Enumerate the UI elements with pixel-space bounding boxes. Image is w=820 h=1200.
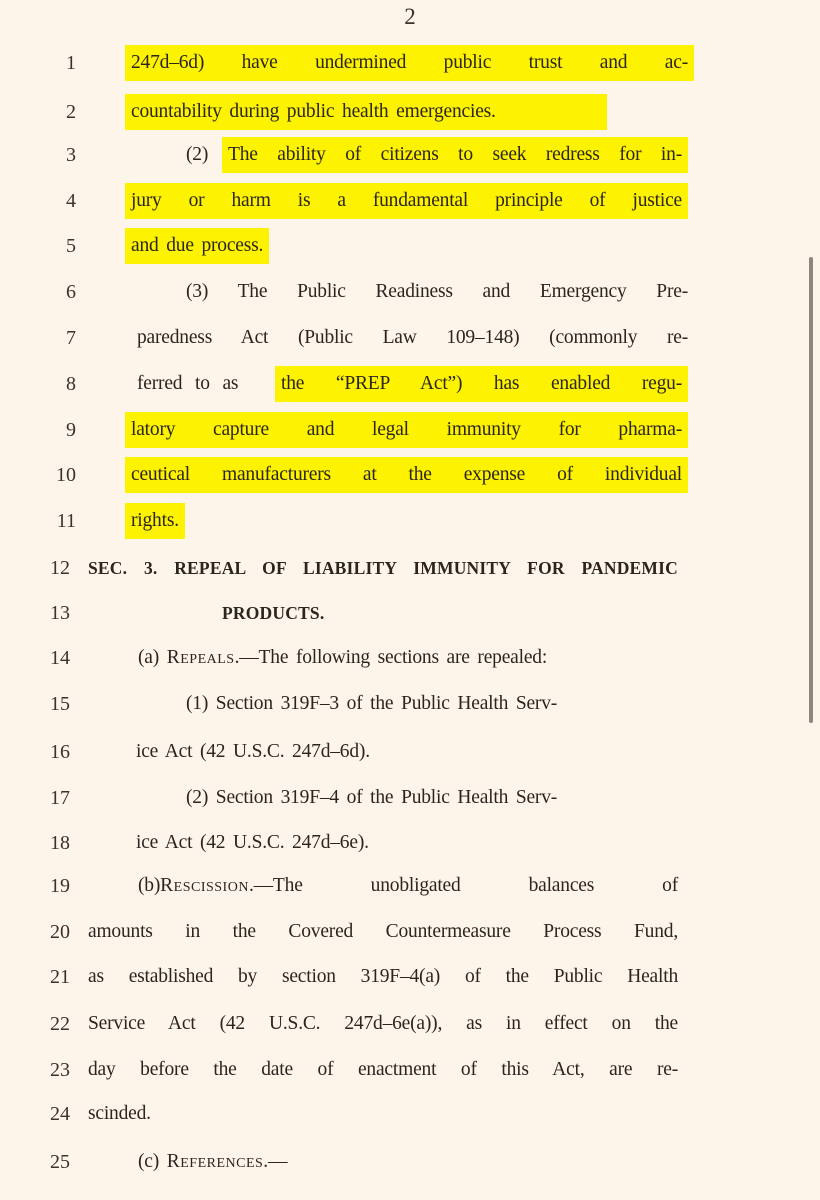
document-line — [0, 1144, 780, 1180]
vertical-scrollbar[interactable] — [809, 257, 813, 723]
line-number: 19 — [50, 875, 70, 897]
line-number: 15 — [50, 693, 70, 715]
document-line — [0, 457, 780, 493]
document-line — [0, 320, 780, 356]
body-text: .— — [263, 1151, 288, 1172]
line-number: 14 — [50, 647, 70, 669]
body-text: (2) Section 319F–4 of the Public Health Serv- — [186, 787, 558, 808]
highlighted-text: The ability of citizens to seek redress for in- — [222, 137, 688, 173]
subsection-marker: (a) — [138, 647, 167, 668]
highlighted-text: the “PREP Act”) has enabled regu- — [275, 366, 688, 402]
document-line — [0, 503, 780, 539]
document-line — [0, 959, 780, 995]
line-number: 18 — [50, 832, 70, 854]
document-line — [0, 686, 780, 722]
line-number: 22 — [50, 1013, 70, 1035]
body-text: ice Act (42 U.S.C. 247d–6d). — [136, 741, 370, 762]
document-line — [0, 412, 780, 448]
document-line — [0, 640, 780, 676]
section-heading-line — [0, 550, 780, 586]
document-line — [0, 868, 780, 904]
highlighted-text: 247d–6d) have undermined public trust and ac- — [125, 45, 694, 81]
document-line — [0, 366, 780, 402]
section-heading: SEC. 3. REPEAL OF LIABILITY IMMUNITY FOR PANDEMIC — [88, 558, 678, 578]
line-number: 8 — [66, 373, 76, 395]
highlighted-text: and due process. — [125, 228, 269, 264]
body-text: scinded. — [88, 1103, 151, 1124]
subsection-title: Rescission — [160, 875, 249, 896]
subsection-text — [138, 868, 678, 904]
subsection-text — [138, 640, 547, 676]
document-line — [0, 914, 780, 950]
document-line — [0, 94, 780, 130]
page-number: 2 — [404, 4, 416, 29]
body-text: ferred to as — [137, 373, 239, 394]
line-number: 23 — [50, 1059, 70, 1081]
line-number: 12 — [50, 557, 70, 579]
body-text: day before the date of enactment of this Act, are re- — [88, 1059, 678, 1080]
subsection-marker: (b) — [138, 875, 161, 896]
document-line — [0, 45, 780, 81]
subsection-marker: (c) — [138, 1151, 167, 1172]
line-number: 4 — [66, 190, 76, 212]
line-number: 21 — [50, 966, 70, 988]
highlighted-text: rights. — [125, 503, 185, 539]
document-line — [0, 825, 780, 861]
document-line — [0, 1096, 780, 1132]
line-number: 20 — [50, 921, 70, 943]
line-number: 5 — [66, 235, 76, 257]
line-number: 9 — [66, 419, 76, 441]
line-number: 6 — [66, 281, 76, 303]
document-line — [0, 274, 780, 310]
document-line — [0, 183, 780, 219]
subsection-title: Repeals — [166, 647, 235, 668]
body-text: Service Act (42 U.S.C. 247d–6e(a)), as in effect on the — [88, 1013, 678, 1034]
line-number: 16 — [50, 741, 70, 763]
line-number: 3 — [66, 144, 76, 166]
highlighted-text: ceutical manufacturers at the expense of individual — [125, 457, 688, 493]
line-number: 25 — [50, 1151, 70, 1173]
line-number: 7 — [66, 327, 76, 349]
highlighted-text: latory capture and legal immunity for pharma- — [125, 412, 688, 448]
section-heading: PRODUCTS. — [222, 603, 325, 623]
highlighted-text: countability during public health emergencies. — [125, 94, 607, 130]
subsection-title: References — [166, 1151, 264, 1172]
line-number: 13 — [50, 602, 70, 624]
document-line — [0, 734, 780, 770]
section-heading-line — [0, 595, 780, 631]
line-number: 10 — [56, 464, 76, 486]
document-line — [0, 1006, 780, 1042]
body-text: (1) Section 319F–3 of the Public Health Serv- — [186, 693, 558, 714]
line-number: 11 — [56, 510, 76, 532]
body-text: amounts in the Covered Countermeasure Process Fund, — [88, 921, 678, 942]
line-number: 2 — [66, 101, 76, 123]
line-number: 24 — [50, 1103, 70, 1125]
body-text: paredness Act (Public Law 109–148) (commonly re- — [137, 327, 688, 348]
body-text: (3) The Public Readiness and Emergency Pre- — [186, 281, 688, 302]
line-number: 17 — [50, 787, 70, 809]
body-text: as established by section 319F–4(a) of the Public Health — [88, 966, 678, 987]
line-number: 1 — [66, 52, 76, 74]
body-text: .—The following sections are repealed: — [234, 647, 548, 668]
document-line — [0, 1052, 780, 1088]
paragraph-marker: (2) — [186, 144, 209, 165]
document-line — [0, 137, 780, 173]
highlighted-text: jury or harm is a fundamental principle of justice — [125, 183, 688, 219]
body-text: .—The unobligated balances of — [248, 875, 678, 896]
document-line — [0, 228, 780, 264]
subsection-text — [138, 1144, 287, 1180]
document-line — [0, 780, 780, 816]
body-text: ice Act (42 U.S.C. 247d–6e). — [136, 832, 369, 853]
